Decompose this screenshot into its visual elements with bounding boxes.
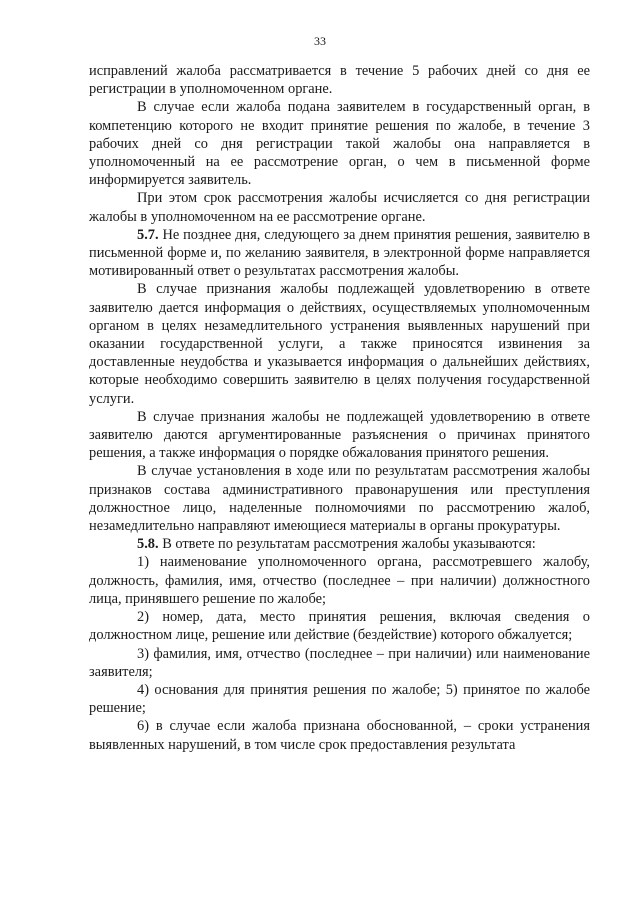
paragraph-prosecution: В случае установления в ходе или по результатам рассмотрения жалобы признаков состава административного правонарушения или преступления должностное лицо, наделенные полномочиями по рассмотрению жалоб, незамедлительно направляют имеющиеся материалы в органы прокуратуры. <box>89 463 590 535</box>
document-body <box>89 62 590 754</box>
list-item-1: 1) наименование уполномоченного органа, рассмотревшего жалобу, должность, фамилия, имя, отчество (последнее – при наличии) должностного лица, принявшего решение по жалобе; <box>89 554 590 607</box>
page-number: 33 <box>314 34 326 48</box>
list-item-4-5: 4) основания для принятия решения по жалобе; 5) принятое по жалобе решение; <box>89 681 590 717</box>
paragraph-continuation: исправлений жалоба рассматривается в течение 5 рабочих дней со дня ее регистрации в уполномоченном органе. <box>89 63 590 98</box>
paragraph-5-8: 5.8. В ответе по результатам рассмотрения жалобы указываются: <box>137 536 536 553</box>
paragraph-complaint-rejected: В случае признания жалобы не подлежащей удовлетворению в ответе заявителю даются аргументированные разъяснения о причинах принятого решения, а также информация о порядке обжалования принятого решения. <box>89 408 590 462</box>
list-item-6: 6) в случае если жалоба признана обоснованной, – сроки устранения выявленных нарушений, в том числе срок предоставления результата <box>89 718 590 753</box>
list-item-3: 3) фамилия, имя, отчество (последнее – при наличии) или наименование заявителя; <box>89 645 590 680</box>
paragraph-complaint-satisfied: В случае признания жалобы подлежащей удовлетворению в ответе заявителю дается информация о действиях, осуществляемых уполномоченным органом в целях незамедлительного устранения выявленных нарушений при оказании государственной услуги, а также приносятся извинения за доставленные неудобства и указывается информация о дальнейших действиях, которые необходимо совершить заявителю в целях получения государственной услуги. <box>89 281 590 407</box>
paragraph-5-7: 5.7. Не позднее дня, следующего за днем принятия решения, заявителю в письменной форме и, по желанию заявителя, в электронной форме направляется мотивированный ответ о результатах рассмотрения жалобы. <box>89 226 590 280</box>
list-item-2: 2) номер, дата, место принятия решения, включая сведения о должностном лице, решение или действие (бездействие) которого обжалуется; <box>89 609 590 644</box>
paragraph-review-term: При этом срок рассмотрения жалобы исчисляется со дня регистрации жалобы в уполномоченном на ее рассмотрение органе. <box>89 190 590 225</box>
paragraph-redirect-complaint: В случае если жалоба подана заявителем в государственный орган, в компетенцию которого не входит принятие решения по жалобе, в течение 3 рабочих дней со дня регистрации такой жалобы она направляется в уполномоченный на ее рассмотрение орган, о чем в письменной форме информируется заявитель. <box>89 99 590 189</box>
clause-number: 5.7. <box>137 226 159 243</box>
clause-number: 5.8. <box>137 536 159 553</box>
